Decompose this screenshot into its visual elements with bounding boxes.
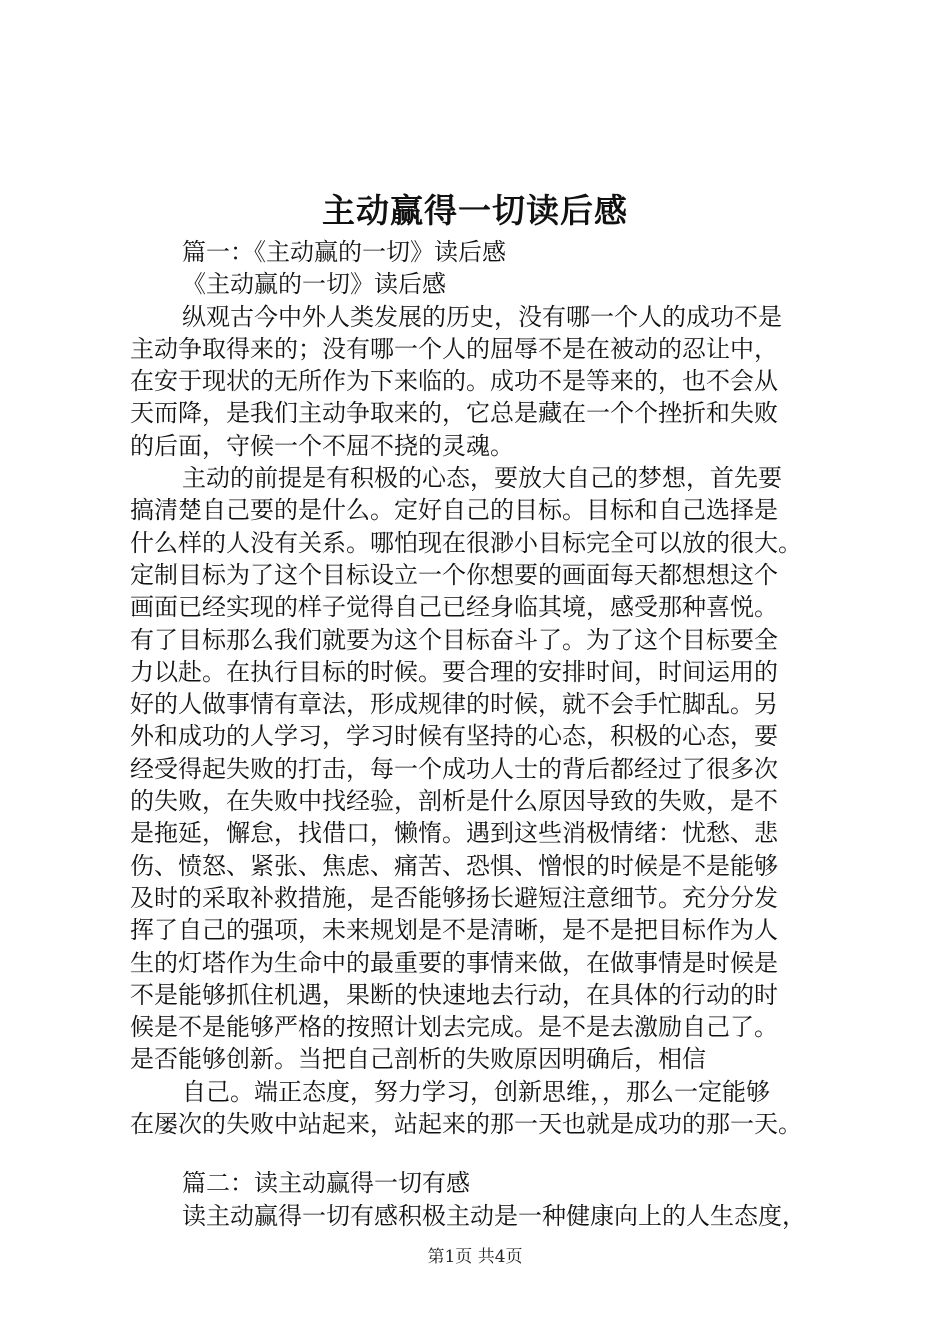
text-line: 篇一：《主动赢的一切》读后感	[182, 238, 506, 266]
text-line: 挥了自己的强项，未来规划是不是清晰，是不是把目标作为人	[130, 916, 778, 945]
text-line: 定制目标为了这个目标设立一个你想要的画面每天都想想这个	[130, 560, 778, 589]
text-line: 力以赴。在执行目标的时候。要合理的安排时间，时间运用的	[130, 657, 778, 686]
blank-line	[130, 1140, 840, 1167]
text-line: 主动的前提是有积极的心态，要放大自己的梦想，首先要	[182, 464, 782, 493]
text-line: 什么样的人没有关系。哪怕现在很渺小目标完全可以放的很大。	[130, 528, 802, 557]
text-line: 在安于现状的无所作为下来临的。成功不是等来的，也不会从	[130, 367, 778, 396]
text-line: 纵观古今中外人类发展的历史，没有哪一个人的成功不是	[182, 302, 782, 331]
text-line: 画面已经实现的样子觉得自己已经身临其境，感受那种喜悦。	[130, 593, 778, 622]
document-title: 主动赢得一切读后感	[322, 191, 628, 230]
text-line: 篇二：读主动赢得一切有感	[182, 1169, 470, 1198]
text-line: 及时的采取补救措施，是否能够扬长避短注意细节。充分分发	[130, 883, 778, 912]
text-line: 外和成功的人学习，学习时候有坚持的心态，积极的心态，要	[130, 722, 778, 751]
text-line: 是否能够创新。当把自己剖析的失败原因明确后，相信	[130, 1045, 706, 1074]
text-line: 《主动赢的一切》读后感	[182, 270, 446, 299]
text-line: 主动争取得来的；没有哪一个人的屈辱不是在被动的忍让中，	[130, 334, 778, 363]
text-line: 候是不是能够严格的按照计划去完成。是不是去激励自己了。	[130, 1013, 778, 1042]
text-line: 生的灯塔作为生命中的最重要的事情来做，在做事情是时候是	[130, 948, 778, 977]
text-line: 读主动赢得一切有感积极主动是一种健康向上的人生态度，	[182, 1201, 806, 1230]
text-line: 在屡次的失败中站起来，站起来的那一天也就是成功的那一天。	[130, 1110, 802, 1139]
text-line: 的后面，守候一个不屈不挠的灵魂。	[130, 431, 514, 460]
text-line: 经受得起失败的打击，每一个成功人士的背后都经过了很多次	[130, 754, 778, 783]
text-line: 搞清楚自己要的是什么。定好自己的目标。目标和自己选择是	[130, 496, 778, 525]
text-line: 天而降，是我们主动争取来的，它总是藏在一个个挫折和失败	[130, 399, 778, 428]
text-line: 的失败，在失败中找经验，剖析是什么原因导致的失败，是不	[130, 787, 778, 816]
text-line: 不是能够抓住机遇，果断的快速地去行动，在具体的行动的时	[130, 980, 778, 1009]
document-body	[130, 236, 840, 1232]
page-footer: 第1页 共4页	[427, 1247, 523, 1267]
text-line: 是拖延，懈怠，找借口，懒惰。遇到这些消极情绪：忧愁、悲	[130, 819, 778, 848]
text-line: 有了目标那么我们就要为这个目标奋斗了。为了这个目标要全	[130, 625, 778, 654]
text-line: 自己。端正态度，努力学习，创新思维，，那么一定能够	[182, 1077, 770, 1106]
text-line: 好的人做事情有章法，形成规律的时候，就不会手忙脚乱。另	[130, 690, 778, 719]
text-line: 伤、愤怒、紧张、焦虑、痛苦、恐惧、憎恨的时候是不是能够	[130, 851, 778, 880]
